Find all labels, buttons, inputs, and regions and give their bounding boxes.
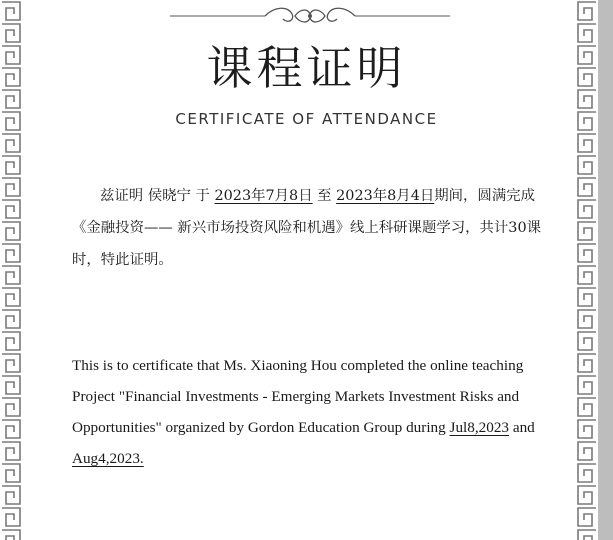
cn-text-from: 于 (190, 188, 215, 204)
en-text-lead: This is to certificate that Ms. Xiaoning Hou completed the online teaching Project "Financial Investments - Emerging Markets Investment Risks and Opportunities" organized by Gordon Education Group during (72, 357, 524, 436)
cn-text-lead: 兹证明 (100, 188, 148, 204)
start-date-en: Jul8,2023 (449, 419, 510, 436)
en-text-and: and (509, 419, 535, 436)
cn-text-to: 至 (312, 188, 337, 204)
certificate-title-en: CERTIFICATE OF ATTENDANCE (175, 110, 438, 128)
chinese-statement (72, 180, 557, 276)
recipient-name-cn: 侯晓宁 (147, 188, 191, 204)
start-date-cn: 2023年7月8日 (214, 188, 313, 204)
end-date-cn: 2023年8月4日 (336, 188, 435, 204)
cn-text-rest: 期间，圆满完成《金融投资—— 新兴市场投资风险和机遇》线上科研课题学习，共计30课时，特此证明。 (72, 188, 541, 268)
english-statement (72, 350, 562, 474)
certificate-title-cn: 课程证明 (206, 41, 407, 95)
end-date-en: Aug4,2023. (72, 450, 144, 467)
scroll-flourish-icon (170, 2, 450, 28)
